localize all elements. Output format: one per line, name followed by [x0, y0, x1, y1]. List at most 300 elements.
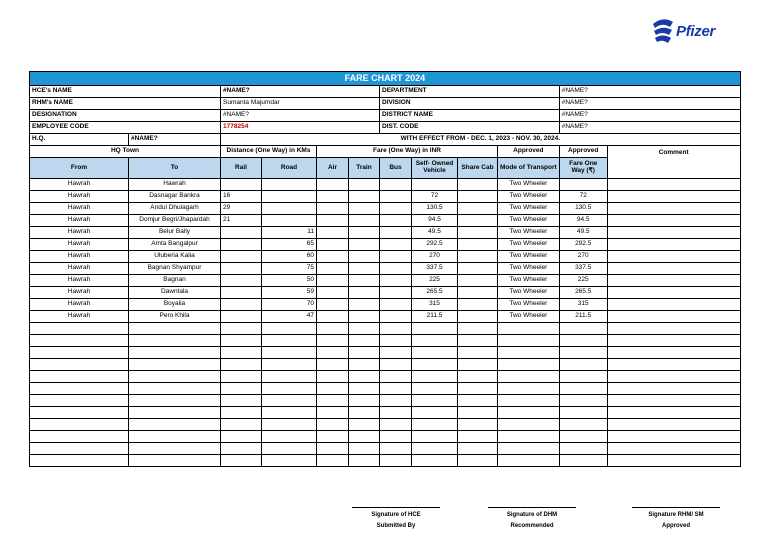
empty-row	[30, 347, 741, 359]
cell-mode: Two Wheeler	[498, 179, 560, 191]
empty-row	[30, 419, 741, 431]
cell-fare	[559, 359, 607, 371]
table-row	[30, 299, 741, 311]
hq-value: #NAME?	[129, 134, 221, 146]
distance-header: Distance (One Way) in KMs	[221, 146, 317, 158]
hq-label: H.Q.	[30, 134, 129, 146]
cell-train	[349, 359, 380, 371]
cell-to: Bagnan	[129, 275, 221, 287]
cell-comment	[607, 287, 740, 299]
cell-road	[262, 191, 317, 203]
cell-comment	[607, 203, 740, 215]
cell-rail: 29	[221, 203, 262, 215]
cell-self	[412, 407, 458, 419]
cell-self: 292.5	[412, 239, 458, 251]
cell-bus	[380, 287, 412, 299]
cell-rail	[221, 359, 262, 371]
cell-rail	[221, 239, 262, 251]
cell-road	[262, 371, 317, 383]
cell-share	[458, 371, 498, 383]
cell-to: Bagnan Shyampur	[129, 263, 221, 275]
cell-to: Dasnagar Bankra	[129, 191, 221, 203]
designation-label: DESIGNATION	[30, 110, 221, 122]
approved-header-2: Approved	[559, 146, 607, 158]
rhm-name-value: Sumanta Majumdar	[221, 98, 380, 110]
cell-mode	[498, 443, 560, 455]
cell-self	[412, 383, 458, 395]
cell-fare	[559, 383, 607, 395]
cell-mode: Two Wheeler	[498, 311, 560, 323]
cell-self: 211.5	[412, 311, 458, 323]
cell-mode: Two Wheeler	[498, 191, 560, 203]
cell-self: 130.5	[412, 203, 458, 215]
employee-code-label: EMPLOYEE CODE	[30, 122, 221, 134]
fare-one-way-header: Fare One Way (₹)	[559, 158, 607, 179]
cell-share	[458, 347, 498, 359]
cell-from: Hawrah	[30, 299, 129, 311]
cell-bus	[380, 347, 412, 359]
cell-from: Hawrah	[30, 203, 129, 215]
cell-fare: 49.5	[559, 227, 607, 239]
table-row	[30, 263, 741, 275]
cell-from: Hawrah	[30, 215, 129, 227]
cell-self: 270	[412, 251, 458, 263]
self-owned-header: Self- Owned Vehicle	[412, 158, 458, 179]
cell-rail	[221, 251, 262, 263]
cell-road	[262, 203, 317, 215]
cell-self	[412, 455, 458, 467]
cell-fare: 265.5	[559, 287, 607, 299]
cell-mode: Two Wheeler	[498, 299, 560, 311]
cell-road	[262, 419, 317, 431]
cell-bus	[380, 455, 412, 467]
cell-from	[30, 371, 129, 383]
cell-air	[317, 419, 349, 431]
cell-self	[412, 323, 458, 335]
cell-share	[458, 455, 498, 467]
cell-to: Pero Khila	[129, 311, 221, 323]
cell-fare	[559, 395, 607, 407]
cell-rail	[221, 335, 262, 347]
cell-fare	[559, 419, 607, 431]
cell-from: Hawrah	[30, 227, 129, 239]
table-row	[30, 203, 741, 215]
cell-mode	[498, 335, 560, 347]
cell-rail	[221, 347, 262, 359]
cell-comment	[607, 311, 740, 323]
signature-dhm	[488, 507, 576, 534]
cell-share	[458, 431, 498, 443]
cell-train	[349, 371, 380, 383]
cell-train	[349, 419, 380, 431]
empty-row	[30, 359, 741, 371]
cell-train	[349, 311, 380, 323]
table-row	[30, 287, 741, 299]
cell-train	[349, 215, 380, 227]
cell-from	[30, 443, 129, 455]
cell-from: Hawrah	[30, 251, 129, 263]
cell-air	[317, 311, 349, 323]
cell-air	[317, 431, 349, 443]
air-header: Air	[317, 158, 349, 179]
cell-train	[349, 431, 380, 443]
cell-share	[458, 395, 498, 407]
dist-code-label: DIST. CODE	[380, 122, 560, 134]
cell-comment	[607, 407, 740, 419]
cell-to	[129, 443, 221, 455]
cell-self: 94.5	[412, 215, 458, 227]
cell-to: Dawntala	[129, 287, 221, 299]
cell-comment	[607, 191, 740, 203]
cell-bus	[380, 419, 412, 431]
empty-row	[30, 323, 741, 335]
cell-mode: Two Wheeler	[498, 251, 560, 263]
cell-from	[30, 455, 129, 467]
cell-air	[317, 455, 349, 467]
cell-fare	[559, 371, 607, 383]
cell-share	[458, 323, 498, 335]
cell-from	[30, 383, 129, 395]
cell-train	[349, 179, 380, 191]
chart-title: FARE CHART 2024	[30, 72, 741, 86]
cell-air	[317, 359, 349, 371]
cell-self	[412, 347, 458, 359]
cell-bus	[380, 227, 412, 239]
empty-row	[30, 371, 741, 383]
cell-rail	[221, 395, 262, 407]
cell-to: Uluberia Kalia	[129, 251, 221, 263]
cell-to	[129, 419, 221, 431]
cell-air	[317, 179, 349, 191]
cell-bus	[380, 371, 412, 383]
cell-train	[349, 455, 380, 467]
cell-from	[30, 335, 129, 347]
hce-name-label: HCE's NAME	[30, 86, 221, 98]
cell-mode	[498, 359, 560, 371]
cell-road	[262, 407, 317, 419]
cell-bus	[380, 251, 412, 263]
cell-self: 265.5	[412, 287, 458, 299]
logo-text: Pfizer	[676, 23, 716, 40]
cell-fare: 72	[559, 191, 607, 203]
district-name-label: DISTRICT NAME	[380, 110, 560, 122]
cell-mode	[498, 347, 560, 359]
cell-road	[262, 335, 317, 347]
cell-to	[129, 395, 221, 407]
effective-period: WITH EFFECT FROM - DEC. 1, 2023 - NOV. 30, 2024.	[221, 134, 741, 146]
cell-road	[262, 323, 317, 335]
cell-comment	[607, 299, 740, 311]
cell-mode	[498, 407, 560, 419]
cell-rail: 16	[221, 191, 262, 203]
cell-train	[349, 443, 380, 455]
cell-fare: 94.5	[559, 215, 607, 227]
cell-comment	[607, 419, 740, 431]
cell-share	[458, 419, 498, 431]
cell-train	[349, 383, 380, 395]
cell-self	[412, 431, 458, 443]
cell-road	[262, 455, 317, 467]
cell-road: 11	[262, 227, 317, 239]
cell-to	[129, 383, 221, 395]
table-row	[30, 251, 741, 263]
cell-road: 65	[262, 239, 317, 251]
cell-train	[349, 239, 380, 251]
cell-self: 337.5	[412, 263, 458, 275]
cell-share	[458, 203, 498, 215]
cell-comment	[607, 239, 740, 251]
table-row	[30, 239, 741, 251]
cell-road	[262, 215, 317, 227]
cell-fare	[559, 455, 607, 467]
cell-rail	[221, 419, 262, 431]
cell-share	[458, 383, 498, 395]
cell-to: Andul Dhulagarh	[129, 203, 221, 215]
cell-self	[412, 419, 458, 431]
cell-road	[262, 431, 317, 443]
cell-train	[349, 227, 380, 239]
cell-air	[317, 443, 349, 455]
cell-comment	[607, 215, 740, 227]
cell-from	[30, 431, 129, 443]
cell-train	[349, 335, 380, 347]
cell-rail	[221, 299, 262, 311]
cell-to	[129, 335, 221, 347]
cell-bus	[380, 191, 412, 203]
cell-train	[349, 323, 380, 335]
cell-bus	[380, 395, 412, 407]
cell-mode: Two Wheeler	[498, 287, 560, 299]
cell-from: Hawrah	[30, 239, 129, 251]
cell-mode: Two Wheeler	[498, 227, 560, 239]
fare-chart-table	[29, 71, 741, 467]
cell-share	[458, 407, 498, 419]
cell-bus	[380, 443, 412, 455]
cell-air	[317, 263, 349, 275]
cell-train	[349, 275, 380, 287]
department-value: #NAME?	[559, 86, 740, 98]
cell-air	[317, 407, 349, 419]
signature-hce	[352, 507, 440, 534]
cell-fare	[559, 335, 607, 347]
cell-air	[317, 227, 349, 239]
cell-from	[30, 395, 129, 407]
cell-share	[458, 263, 498, 275]
cell-road	[262, 383, 317, 395]
cell-comment	[607, 275, 740, 287]
cell-rail	[221, 263, 262, 275]
cell-self	[412, 395, 458, 407]
cell-road: 75	[262, 263, 317, 275]
empty-row	[30, 443, 741, 455]
empty-row	[30, 431, 741, 443]
employee-code-value: 1778254	[221, 122, 380, 134]
signature-dhm-sub: Recommended	[510, 523, 554, 529]
cell-bus	[380, 431, 412, 443]
signature-rhm	[632, 507, 720, 534]
cell-rail	[221, 287, 262, 299]
cell-fare: 315	[559, 299, 607, 311]
cell-share	[458, 443, 498, 455]
cell-mode: Two Wheeler	[498, 275, 560, 287]
cell-self: 72	[412, 191, 458, 203]
cell-road	[262, 347, 317, 359]
cell-self: 315	[412, 299, 458, 311]
cell-self	[412, 443, 458, 455]
cell-mode: Two Wheeler	[498, 263, 560, 275]
cell-rail: 21	[221, 215, 262, 227]
cell-fare	[559, 443, 607, 455]
cell-share	[458, 227, 498, 239]
cell-comment	[607, 323, 740, 335]
cell-train	[349, 299, 380, 311]
cell-road: 70	[262, 299, 317, 311]
cell-bus	[380, 383, 412, 395]
designation-value: #NAME?	[221, 110, 380, 122]
table-row	[30, 275, 741, 287]
table-row	[30, 215, 741, 227]
cell-to	[129, 347, 221, 359]
cell-air	[317, 215, 349, 227]
cell-train	[349, 203, 380, 215]
cell-from: Hawrah	[30, 179, 129, 191]
road-header: Road	[262, 158, 317, 179]
cell-air	[317, 239, 349, 251]
cell-from: Hawrah	[30, 287, 129, 299]
pfizer-logo	[650, 16, 730, 50]
cell-road: 60	[262, 251, 317, 263]
cell-rail	[221, 179, 262, 191]
table-row	[30, 311, 741, 323]
cell-air	[317, 191, 349, 203]
table-row	[30, 191, 741, 203]
cell-rail	[221, 407, 262, 419]
cell-bus	[380, 311, 412, 323]
cell-comment	[607, 179, 740, 191]
cell-share	[458, 179, 498, 191]
cell-bus	[380, 299, 412, 311]
cell-train	[349, 395, 380, 407]
cell-comment	[607, 455, 740, 467]
cell-fare	[559, 347, 607, 359]
cell-comment	[607, 371, 740, 383]
cell-train	[349, 287, 380, 299]
cell-rail	[221, 311, 262, 323]
cell-mode	[498, 431, 560, 443]
cell-mode	[498, 419, 560, 431]
signature-hce-sub: Submitted By	[376, 523, 416, 529]
cell-self	[412, 371, 458, 383]
cell-train	[349, 407, 380, 419]
cell-comment	[607, 263, 740, 275]
cell-self	[412, 359, 458, 371]
cell-fare	[559, 407, 607, 419]
cell-to: Amta Bangalpur	[129, 239, 221, 251]
cell-bus	[380, 335, 412, 347]
cell-air	[317, 287, 349, 299]
cell-bus	[380, 323, 412, 335]
table-row	[30, 227, 741, 239]
cell-comment	[607, 359, 740, 371]
cell-to	[129, 359, 221, 371]
comment-header: Comment	[607, 146, 740, 179]
cell-share	[458, 287, 498, 299]
cell-fare	[559, 179, 607, 191]
rhm-name-label: RHM's NAME	[30, 98, 221, 110]
cell-road	[262, 179, 317, 191]
cell-to	[129, 323, 221, 335]
cell-comment	[607, 383, 740, 395]
bus-header: Bus	[380, 158, 412, 179]
cell-road	[262, 359, 317, 371]
cell-to: Boyalia	[129, 299, 221, 311]
cell-fare: 292.5	[559, 239, 607, 251]
cell-fare	[559, 431, 607, 443]
cell-share	[458, 239, 498, 251]
cell-rail	[221, 227, 262, 239]
cell-mode: Two Wheeler	[498, 203, 560, 215]
signature-rhm-title: Signature RHM/ SM	[648, 512, 704, 518]
cell-bus	[380, 263, 412, 275]
cell-road: 50	[262, 275, 317, 287]
fare-header: Fare (One Way) in INR	[317, 146, 498, 158]
cell-share	[458, 191, 498, 203]
cell-rail	[221, 455, 262, 467]
cell-self	[412, 335, 458, 347]
mode-header: Mode of Transport	[498, 158, 560, 179]
cell-self	[412, 179, 458, 191]
hq-town-header: HQ Town	[30, 146, 221, 158]
cell-share	[458, 215, 498, 227]
cell-air	[317, 383, 349, 395]
cell-rail	[221, 431, 262, 443]
cell-from	[30, 407, 129, 419]
cell-share	[458, 359, 498, 371]
cell-road: 47	[262, 311, 317, 323]
cell-air	[317, 299, 349, 311]
empty-row	[30, 407, 741, 419]
cell-share	[458, 299, 498, 311]
cell-fare: 225	[559, 275, 607, 287]
cell-from	[30, 347, 129, 359]
cell-comment	[607, 251, 740, 263]
division-label: DIVISION	[380, 98, 560, 110]
cell-comment	[607, 431, 740, 443]
cell-bus	[380, 203, 412, 215]
share-cab-header: Share Cab	[458, 158, 498, 179]
cell-to: Hawrah	[129, 179, 221, 191]
cell-bus	[380, 179, 412, 191]
cell-rail	[221, 323, 262, 335]
cell-rail	[221, 275, 262, 287]
pfizer-logo-icon	[650, 16, 676, 46]
cell-from	[30, 359, 129, 371]
cell-fare: 211.5	[559, 311, 607, 323]
department-label: DEPARTMENT	[380, 86, 560, 98]
to-header: To	[129, 158, 221, 179]
cell-train	[349, 347, 380, 359]
cell-to	[129, 371, 221, 383]
empty-row	[30, 383, 741, 395]
cell-share	[458, 251, 498, 263]
cell-to	[129, 455, 221, 467]
cell-mode: Two Wheeler	[498, 215, 560, 227]
cell-to: Domjur Begri/Jhapardah	[129, 215, 221, 227]
hce-name-value: #NAME?	[221, 86, 380, 98]
signature-dhm-title: Signature of DHM	[506, 512, 558, 518]
cell-comment	[607, 227, 740, 239]
cell-bus	[380, 239, 412, 251]
